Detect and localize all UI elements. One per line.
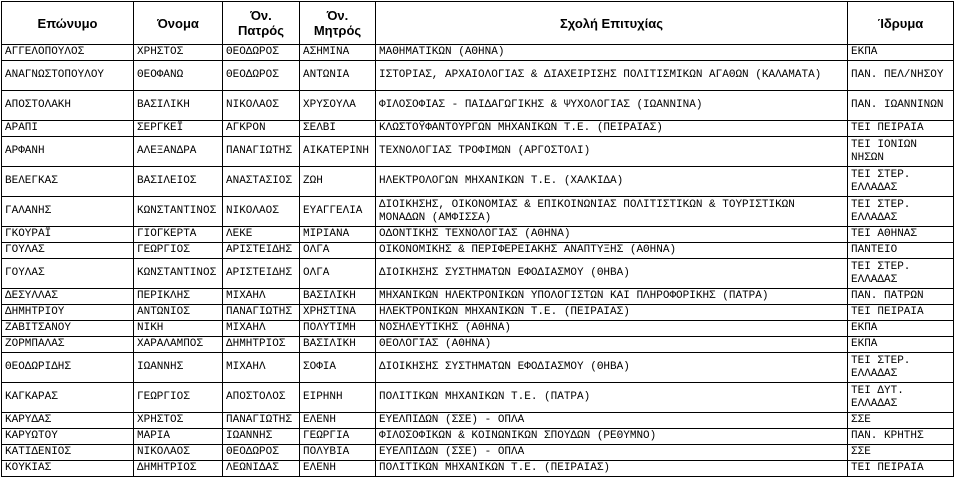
cell-institution: ΕΚΠΑ bbox=[848, 321, 954, 337]
cell-surname: ΑΓΓΕΛΟΠΟΥΛΟΣ bbox=[2, 45, 134, 61]
cell-school: ΔΙΟΙΚΗΣΗΣ ΣΥΣΤΗΜΑΤΩΝ ΕΦΟΔΙΑΣΜΟΥ (ΘΗΒΑ) bbox=[376, 259, 848, 289]
cell-surname: ΖΑΒΙΤΣΑΝΟΥ bbox=[2, 321, 134, 337]
cell-school: ΔΙΟΙΚΗΣΗΣ ΣΥΣΤΗΜΑΤΩΝ ΕΦΟΔΙΑΣΜΟΥ (ΘΗΒΑ) bbox=[376, 353, 848, 383]
cell-surname: ΑΝΑΓΝΩΣΤΟΠΟΥΛΟΥ bbox=[2, 61, 134, 91]
cell-name: ΣΕΡΓΚΕΪ bbox=[134, 121, 223, 137]
cell-father-name: ΜΙΧΑΗΛ bbox=[223, 321, 300, 337]
cell-name: ΔΗΜΗΤΡΙΟΣ bbox=[134, 461, 223, 477]
cell-surname: ΔΗΜΗΤΡΙΟΥ bbox=[2, 305, 134, 321]
table-row bbox=[2, 289, 954, 305]
table-row bbox=[2, 243, 954, 259]
cell-name: ΑΛΕΞΑΝΔΡΑ bbox=[134, 137, 223, 167]
cell-institution: ΠΑΝ. ΙΩΑΝΝΙΝΩΝ bbox=[848, 91, 954, 121]
cell-school: ΙΣΤΟΡΙΑΣ, ΑΡΧΑΙΟΛΟΓΙΑΣ & ΔΙΑΧΕΙΡΙΣΗΣ ΠΟΛΙΤΙΣΜΙΚΩΝ ΑΓΑΘΩΝ (ΚΑΛΑΜΑΤΑ) bbox=[376, 61, 848, 91]
cell-school: ΔΙΟΙΚΗΣΗΣ, ΟΙΚΟΝΟΜΙΑΣ & ΕΠΙΚΟΙΝΩΝΙΑΣ ΠΟΛΙΤΙΣΤΙΚΩΝ & ΤΟΥΡΙΣΤΙΚΩΝ ΜΟΝΑΔΩΝ (ΑΜΦΙΣΣΑ) bbox=[376, 197, 848, 227]
table-row bbox=[2, 61, 954, 91]
cell-name: ΑΝΤΩΝΙΟΣ bbox=[134, 305, 223, 321]
cell-school: ΕΥΕΛΠΙΔΩΝ (ΣΣΕ) - ΟΠΛΑ bbox=[376, 413, 848, 429]
cell-school: ΝΟΣΗΛΕΥΤΙΚΗΣ (ΑΘΗΝΑ) bbox=[376, 321, 848, 337]
cell-father-name: ΑΡΙΣΤΕΙΔΗΣ bbox=[223, 259, 300, 289]
table-row bbox=[2, 121, 954, 137]
cell-institution: ΕΚΠΑ bbox=[848, 45, 954, 61]
table-row bbox=[2, 227, 954, 243]
cell-mother-name: ΒΑΣΙΛΙΚΗ bbox=[300, 289, 376, 305]
cell-surname: ΚΑΤΙΔΕΝΙΟΣ bbox=[2, 445, 134, 461]
cell-name: ΠΕΡΙΚΛΗΣ bbox=[134, 289, 223, 305]
table-row bbox=[2, 413, 954, 429]
cell-mother-name: ΣΕΛΒΙ bbox=[300, 121, 376, 137]
cell-father-name: ΠΑΝΑΓΙΩΤΗΣ bbox=[223, 413, 300, 429]
cell-institution: ΠΑΝ. ΠΑΤΡΩΝ bbox=[848, 289, 954, 305]
cell-institution: ΠΑΝ. ΠΕΛ/ΝΗΣΟΥ bbox=[848, 61, 954, 91]
cell-institution: ΤΕΙ ΠΕΙΡΑΙΑ bbox=[848, 121, 954, 137]
header-surname: Επώνυμο bbox=[2, 2, 134, 45]
table-row bbox=[2, 197, 954, 227]
cell-school: ΠΟΛΙΤΙΚΩΝ ΜΗΧΑΝΙΚΩΝ Τ.Ε. (ΠΑΤΡΑ) bbox=[376, 383, 848, 413]
cell-institution: ΤΕΙ ΣΤΕΡ. ΕΛΛΑΔΑΣ bbox=[848, 259, 954, 289]
cell-institution: ΤΕΙ ΙΟΝΙΩΝ ΝΗΣΩΝ bbox=[848, 137, 954, 167]
cell-school: ΕΥΕΛΠΙΔΩΝ (ΣΣΕ) - ΟΠΛΑ bbox=[376, 445, 848, 461]
cell-father-name: ΛΕΚΕ bbox=[223, 227, 300, 243]
cell-father-name: ΑΡΙΣΤΕΙΔΗΣ bbox=[223, 243, 300, 259]
cell-name: ΘΕΟΦΑΝΩ bbox=[134, 61, 223, 91]
cell-father-name: ΜΙΧΑΗΛ bbox=[223, 353, 300, 383]
cell-mother-name: ΕΛΕΝΗ bbox=[300, 461, 376, 477]
cell-school: ΗΛΕΚΤΡΟΝΙΚΩΝ ΜΗΧΑΝΙΚΩΝ Τ.Ε. (ΠΕΙΡΑΙΑΣ) bbox=[376, 305, 848, 321]
cell-institution: ΠΑΝ. ΚΡΗΤΗΣ bbox=[848, 429, 954, 445]
cell-father-name: ΘΕΟΔΩΡΟΣ bbox=[223, 45, 300, 61]
header-school: Σχολή Επιτυχίας bbox=[376, 2, 848, 45]
cell-name: ΝΙΚΗ bbox=[134, 321, 223, 337]
cell-institution: ΤΕΙ ΣΤΕΡ. ΕΛΛΑΔΑΣ bbox=[848, 353, 954, 383]
cell-school: ΚΛΩΣΤΟΫΦΑΝΤΟΥΡΓΩΝ ΜΗΧΑΝΙΚΩΝ Τ.Ε. (ΠΕΙΡΑΙΑΣ) bbox=[376, 121, 848, 137]
cell-surname: ΑΠΟΣΤΟΛΑΚΗ bbox=[2, 91, 134, 121]
cell-surname: ΑΡΑΠΙ bbox=[2, 121, 134, 137]
table-row bbox=[2, 45, 954, 61]
results-table bbox=[1, 1, 954, 477]
cell-mother-name: ΧΡΗΣΤΙΝΑ bbox=[300, 305, 376, 321]
cell-name: ΜΑΡΙΑ bbox=[134, 429, 223, 445]
cell-name: ΒΑΣΙΛΙΚΗ bbox=[134, 91, 223, 121]
cell-surname: ΚΑΓΚΑΡΑΣ bbox=[2, 383, 134, 413]
cell-father-name: ΝΙΚΟΛΑΟΣ bbox=[223, 197, 300, 227]
cell-father-name: ΝΙΚΟΛΑΟΣ bbox=[223, 91, 300, 121]
cell-mother-name: ΒΑΣΙΛΙΚΗ bbox=[300, 337, 376, 353]
cell-name: ΧΡΗΣΤΟΣ bbox=[134, 45, 223, 61]
header-institution: Ίδρυμα bbox=[848, 2, 954, 45]
cell-school: ΤΕΧΝΟΛΟΓΙΑΣ ΤΡΟΦΙΜΩΝ (ΑΡΓΟΣΤΟΛΙ) bbox=[376, 137, 848, 167]
cell-father-name: ΠΑΝΑΓΙΩΤΗΣ bbox=[223, 137, 300, 167]
cell-mother-name: ΖΩΗ bbox=[300, 167, 376, 197]
cell-surname: ΓΚΟΥΡΑΪ bbox=[2, 227, 134, 243]
table-row bbox=[2, 383, 954, 413]
cell-institution: ΠΑΝΤΕΙΟ bbox=[848, 243, 954, 259]
table-row bbox=[2, 445, 954, 461]
cell-father-name: ΘΕΟΔΩΡΟΣ bbox=[223, 445, 300, 461]
cell-name: ΚΩΝΣΤΑΝΤΙΝΟΣ bbox=[134, 197, 223, 227]
cell-father-name: ΠΑΝΑΓΙΩΤΗΣ bbox=[223, 305, 300, 321]
cell-institution: ΣΣΕ bbox=[848, 445, 954, 461]
cell-mother-name: ΕΥΑΓΓΕΛΙΑ bbox=[300, 197, 376, 227]
cell-surname: ΚΟΥΚΙΑΣ bbox=[2, 461, 134, 477]
cell-school: ΦΙΛΟΣΟΦΙΑΣ - ΠΑΙΔΑΓΩΓΙΚΗΣ & ΨΥΧΟΛΟΓΙΑΣ (ΙΩΑΝΝΙΝΑ) bbox=[376, 91, 848, 121]
table-row bbox=[2, 91, 954, 121]
cell-name: ΝΙΚΟΛΑΟΣ bbox=[134, 445, 223, 461]
cell-name: ΧΑΡΑΛΑΜΠΟΣ bbox=[134, 337, 223, 353]
cell-name: ΙΩΑΝΝΗΣ bbox=[134, 353, 223, 383]
cell-school: ΟΔΟΝΤΙΚΗΣ ΤΕΧΝΟΛΟΓΙΑΣ (ΑΘΗΝΑ) bbox=[376, 227, 848, 243]
cell-surname: ΖΟΡΜΠΑΛΑΣ bbox=[2, 337, 134, 353]
cell-mother-name: ΑΙΚΑΤΕΡΙΝΗ bbox=[300, 137, 376, 167]
cell-mother-name: ΑΝΤΩΝΙΑ bbox=[300, 61, 376, 91]
table-row bbox=[2, 429, 954, 445]
cell-father-name: ΙΩΑΝΝΗΣ bbox=[223, 429, 300, 445]
cell-institution: ΤΕΙ ΑΘΗΝΑΣ bbox=[848, 227, 954, 243]
cell-surname: ΓΑΛΑΝΗΣ bbox=[2, 197, 134, 227]
cell-surname: ΚΑΡΥΔΑΣ bbox=[2, 413, 134, 429]
table-row bbox=[2, 137, 954, 167]
table-row bbox=[2, 259, 954, 289]
cell-institution: ΕΚΠΑ bbox=[848, 337, 954, 353]
cell-institution: ΤΕΙ ΠΕΙΡΑΙΑ bbox=[848, 461, 954, 477]
cell-surname: ΑΡΦΑΝΗ bbox=[2, 137, 134, 167]
cell-name: ΓΙΟΓΚΕΡΤΑ bbox=[134, 227, 223, 243]
cell-name: ΒΑΣΙΛΕΙΟΣ bbox=[134, 167, 223, 197]
cell-school: ΠΟΛΙΤΙΚΩΝ ΜΗΧΑΝΙΚΩΝ Τ.Ε. (ΠΕΙΡΑΙΑΣ) bbox=[376, 461, 848, 477]
cell-institution: ΣΣΕ bbox=[848, 413, 954, 429]
cell-institution: ΤΕΙ ΠΕΙΡΑΙΑ bbox=[848, 305, 954, 321]
cell-mother-name: ΟΛΓΑ bbox=[300, 243, 376, 259]
cell-father-name: ΔΗΜΗΤΡΙΟΣ bbox=[223, 337, 300, 353]
cell-surname: ΔΕΣΥΛΛΑΣ bbox=[2, 289, 134, 305]
cell-mother-name: ΣΟΦΙΑ bbox=[300, 353, 376, 383]
table-row bbox=[2, 353, 954, 383]
table-row bbox=[2, 461, 954, 477]
header-row bbox=[2, 2, 954, 45]
cell-surname: ΚΑΡΥΩΤΟΥ bbox=[2, 429, 134, 445]
header-name: Όνομα bbox=[134, 2, 223, 45]
cell-mother-name: ΠΟΛΥΒΙΑ bbox=[300, 445, 376, 461]
cell-mother-name: ΧΡΥΣΟΥΛΑ bbox=[300, 91, 376, 121]
cell-mother-name: ΟΛΓΑ bbox=[300, 259, 376, 289]
cell-name: ΓΕΩΡΓΙΟΣ bbox=[134, 383, 223, 413]
cell-school: ΜΑΘΗΜΑΤΙΚΩΝ (ΑΘΗΝΑ) bbox=[376, 45, 848, 61]
cell-mother-name: ΓΕΩΡΓΙΑ bbox=[300, 429, 376, 445]
cell-father-name: ΑΠΟΣΤΟΛΟΣ bbox=[223, 383, 300, 413]
cell-mother-name: ΑΣΗΜΙΝΑ bbox=[300, 45, 376, 61]
cell-name: ΧΡΗΣΤΟΣ bbox=[134, 413, 223, 429]
cell-school: ΟΙΚΟΝΟΜΙΚΗΣ & ΠΕΡΙΦΕΡΕΙΑΚΗΣ ΑΝΑΠΤΥΞΗΣ (ΑΘΗΝΑ) bbox=[376, 243, 848, 259]
cell-school: ΦΙΛΟΣΟΦΙΚΩΝ & ΚΟΙΝΩΝΙΚΩΝ ΣΠΟΥΔΩΝ (ΡΕΘΥΜΝΟ) bbox=[376, 429, 848, 445]
cell-father-name: ΛΕΩΝΙΔΑΣ bbox=[223, 461, 300, 477]
cell-institution: ΤΕΙ ΔΥΤ. ΕΛΛΑΔΑΣ bbox=[848, 383, 954, 413]
cell-surname: ΒΕΛΕΓΚΑΣ bbox=[2, 167, 134, 197]
cell-father-name: ΑΝΑΣΤΑΣΙΟΣ bbox=[223, 167, 300, 197]
cell-surname: ΘΕΟΔΩΡΙΔΗΣ bbox=[2, 353, 134, 383]
cell-father-name: ΜΙΧΑΗΛ bbox=[223, 289, 300, 305]
cell-mother-name: ΠΟΛΥΤΙΜΗ bbox=[300, 321, 376, 337]
cell-school: ΘΕΟΛΟΓΙΑΣ (ΑΘΗΝΑ) bbox=[376, 337, 848, 353]
cell-school: ΜΗΧΑΝΙΚΩΝ ΗΛΕΚΤΡΟΝΙΚΩΝ ΥΠΟΛΟΓΙΣΤΩΝ ΚΑΙ ΠΛΗΡΟΦΟΡΙΚΗΣ (ΠΑΤΡΑ) bbox=[376, 289, 848, 305]
cell-school: ΗΛΕΚΤΡΟΛΟΓΩΝ ΜΗΧΑΝΙΚΩΝ Τ.Ε. (ΧΑΛΚΙΔΑ) bbox=[376, 167, 848, 197]
cell-name: ΚΩΝΣΤΑΝΤΙΝΟΣ bbox=[134, 259, 223, 289]
cell-mother-name: ΕΙΡΗΝΗ bbox=[300, 383, 376, 413]
cell-institution: ΤΕΙ ΣΤΕΡ. ΕΛΛΑΔΑΣ bbox=[848, 197, 954, 227]
table-row bbox=[2, 337, 954, 353]
cell-mother-name: ΕΛΕΝΗ bbox=[300, 413, 376, 429]
table-row bbox=[2, 305, 954, 321]
cell-institution: ΤΕΙ ΣΤΕΡ. ΕΛΛΑΔΑΣ bbox=[848, 167, 954, 197]
table-row bbox=[2, 167, 954, 197]
cell-mother-name: ΜΙΡΙΑΝΑ bbox=[300, 227, 376, 243]
cell-father-name: ΑΓΚΡΟΝ bbox=[223, 121, 300, 137]
header-mother-name: Όν. Μητρός bbox=[300, 2, 376, 45]
cell-name: ΓΕΩΡΓΙΟΣ bbox=[134, 243, 223, 259]
table-row bbox=[2, 321, 954, 337]
cell-surname: ΓΟΥΛΑΣ bbox=[2, 243, 134, 259]
cell-surname: ΓΟΥΛΑΣ bbox=[2, 259, 134, 289]
cell-father-name: ΘΕΟΔΩΡΟΣ bbox=[223, 61, 300, 91]
header-father-name: Όν. Πατρός bbox=[223, 2, 300, 45]
